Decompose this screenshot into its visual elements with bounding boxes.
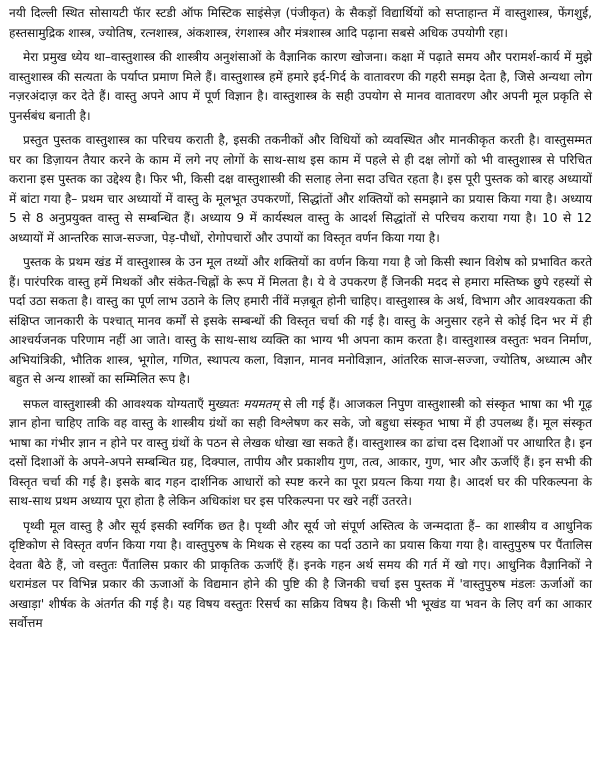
paragraph-3 xyxy=(9,131,592,248)
paragraph-4 xyxy=(9,253,592,390)
paragraph-5-text-a: सफल वास्तुशास्त्री की आवश्यक योग्यताएँ मुख्यतः xyxy=(23,396,244,411)
paragraph-2-text: मेरा प्रमुख ध्येय था–वास्तुशास्त्र की शास्त्रीय अनुशंसाओं के वैज्ञानिक कारण खोजना। कक्षा में पढ़ाते समय और परामर्श-कार्य में मुझे वास्तुशास्त्र की सत्यता के पर्याप्त प्रमाण मिले हैं। वास्तुशास्त्र हमें हमारे इर्द-गिर्द के वातावरण की गहरी समझ देता है, जिसे अन्यथा लोग नज़रअंदाज़ कर देते हैं। वास्तु अपने आप में पूर्ण विज्ञान है। वास्तुशास्त्र के सही उपयोग से मानव वातावरण और अपनी मूल प्रकृति से पुनर्सबंध बनाती है। xyxy=(9,50,592,123)
paragraph-5-text-b: से ली गई हैं। आजकल निपुण वास्तुशास्त्री को संस्कृत भाषा का भी गूढ़ ज्ञान होना चाहिए ताकि वह वास्तु के शास्त्रीय ग्रंथों का सही विश्लेषण कर सके, जो बहुधा संस्कृत भाषा में ही उपलब्ध हैं। मूल संस्कृत भाषा का गंभीर ज्ञान न होने पर वास्तु ग्रंथों के पठन से लेखक धोखा खा सकते हैं। वास्तुशास्त्र का ढांचा दस दिशाओं पर आधारित है। इन दसों दिशाओं के अपने-अपने सम्बन्धित ग्रह, दिक्पाल, तापीय और प्रकाशीय गुण, तत्व, आकार, गुण, भार और ऊर्जाएँ हैं। इन सभी की विस्तृत चर्चा की गई है। इसके बाद गहन दार्शनिक आधारों को स्पष्ट करने का पूरा प्रयत्न किया गया है। आदर्श घर की परिकल्पना के साथ-साथ प्रथम अध्याय पूरा होता है लेकिन अधिकांश घर इस परिकल्पना पर खरे नहीं उतरते। xyxy=(9,396,593,508)
paragraph-1 xyxy=(9,4,592,43)
paragraph-5 xyxy=(9,395,592,512)
paragraph-3-text: प्रस्तुत पुस्तक वास्तुशास्त्र का परिचय कराती है, इसकी तकनीकों और विधियों को व्यवस्थित और मानकीकृत करती है। वास्तुसम्मत घर का डिज़ायन तैयार करने के काम में लगे नए लोगों के साथ-साथ इस काम में पहले से ही दक्ष लोगों को भी वास्तुशास्त्र से परिचित कराना इस पुस्तक का उद्देश्य है। फिर भी, किसी दक्ष वास्तुशास्त्री की सलाह लेना सदा उचित रहता है। इस पूरी पुस्तक को बारह अध्यायों में बांटा गया है– प्रथम चार अध्यायों में वास्तु के मूलभूत उपकरणों, सिद्धांतों और शक्तियों को समझाने का प्रयास किया गया है। अध्याय 5 से 8 अनुप्रयुक्त वास्तु से सम्बन्धित हैं। अध्याय 9 में कार्यस्थल वास्तु के आदर्श सिद्धांतों से परिचय कराया गया है। 10 से 12 अध्यायों में आन्तरिक साज-सज्जा, पेड़-पौधों, रोगोपचारों और उपायों का विस्तृत वर्णन किया गया है। xyxy=(9,133,592,245)
paragraph-2 xyxy=(9,48,592,126)
paragraph-5-book-title: मयमतम् xyxy=(243,396,279,411)
paragraph-6-text: पृथ्वी मूल वास्तु है और सूर्य इसकी स्वर्गिक छत है। पृथ्वी और सूर्य जो संपूर्ण अस्तित्व के जन्मदाता हैं– का शास्त्रीय व आधुनिक दृष्टिकोण से विस्तृत वर्णन किया गया है। वास्तुपुरुष के मिथक से रहस्य का पर्दा उठाने का प्रयास किया गया है। वास्तुपुरुष पर पैंतालिस देवता बैठे हैं, जो वस्तुतः पैंतालिस प्रकार की प्राकृतिक ऊर्जाएँ हैं। इनके गहन अर्थ समय की गर्त में खो गए। आधुनिक वैज्ञानिकों ने धरामंडल पर विभिन्न प्रकार की ऊजाओं के विद्यमान होने की पुष्टि की है जिनकी चर्चा इस पुस्तक में 'वास्तुपुरुष मंडलः ऊर्जाओं का अखाड़ा' शीर्षक के अंतर्गत की गई है। यह विषय वस्तुतः रिसर्च का सक्रिय विषय है। किसी भी भूखंड या भवन के लिए वर्ग का आकार सर्वोत्तम xyxy=(9,518,592,630)
paragraph-4-text: पुस्तक के प्रथम खंड में वास्तुशास्त्र के उन मूल तथ्यों और शक्तियों का वर्णन किया गया है जो किसी स्थान विशेष को प्रभावित करते हैं। पारंपरिक वास्तु हमें मिथकों और संकेत-चिह्नों के रूप में मिलता है। ये वे उपकरण हैं जिनकी मदद से हमारा मस्तिष्क छुपे रहस्यों से पर्दा उठा सकता है। वास्तु का पूर्ण लाभ उठाने के लिए हमारी नींवें मज़बूत होनी चाहिए। वास्तुशास्त्र के अर्थ, विभाग और आवश्यकता की संक्षिप्त जानकारी के पश्चात् मानव कर्मों से इसके सम्बन्धों की विस्तृत चर्चा की गई है। वास्तु के अनुसार रहने से कोई दिन भर में ही आश्चर्यजनक परिणाम नहीं आ जाते। वास्तु के साथ-साथ व्यक्ति का भाग्य भी अपना काम करता है। वास्तुशास्त्र वस्तुतः भवन निर्माण, अभियांत्रिकी, भौतिक शास्त्र, भूगोल, गणित, स्थापत्य कला, विज्ञान, मानव मनोविज्ञान, आंतरिक साज-सज्जा, ज्योतिष, अध्यात्म और बहुत से अन्य शास्त्रों का सम्मिलित रूप है। xyxy=(9,255,592,386)
paragraph-6 xyxy=(9,517,592,634)
book-page xyxy=(9,4,592,634)
paragraph-1-text: नयी दिल्ली स्थित सोसायटी फॅार स्टडी ऑफ मिस्टिक साइंसेज़ (पंजीकृत) के सैकड़ों विद्यार्थियों को सप्ताहान्त में वास्तुशास्त्र, फेंगशुई, हस्तसामुद्रिक शास्त्र, ज्योतिष, रत्नशास्त्र, अंकशास्त्र, रंगशास्त्र और मंत्रशास्त्र आदि पढ़ाना सबसे अधिक उपयोगी रहा। xyxy=(9,6,592,40)
